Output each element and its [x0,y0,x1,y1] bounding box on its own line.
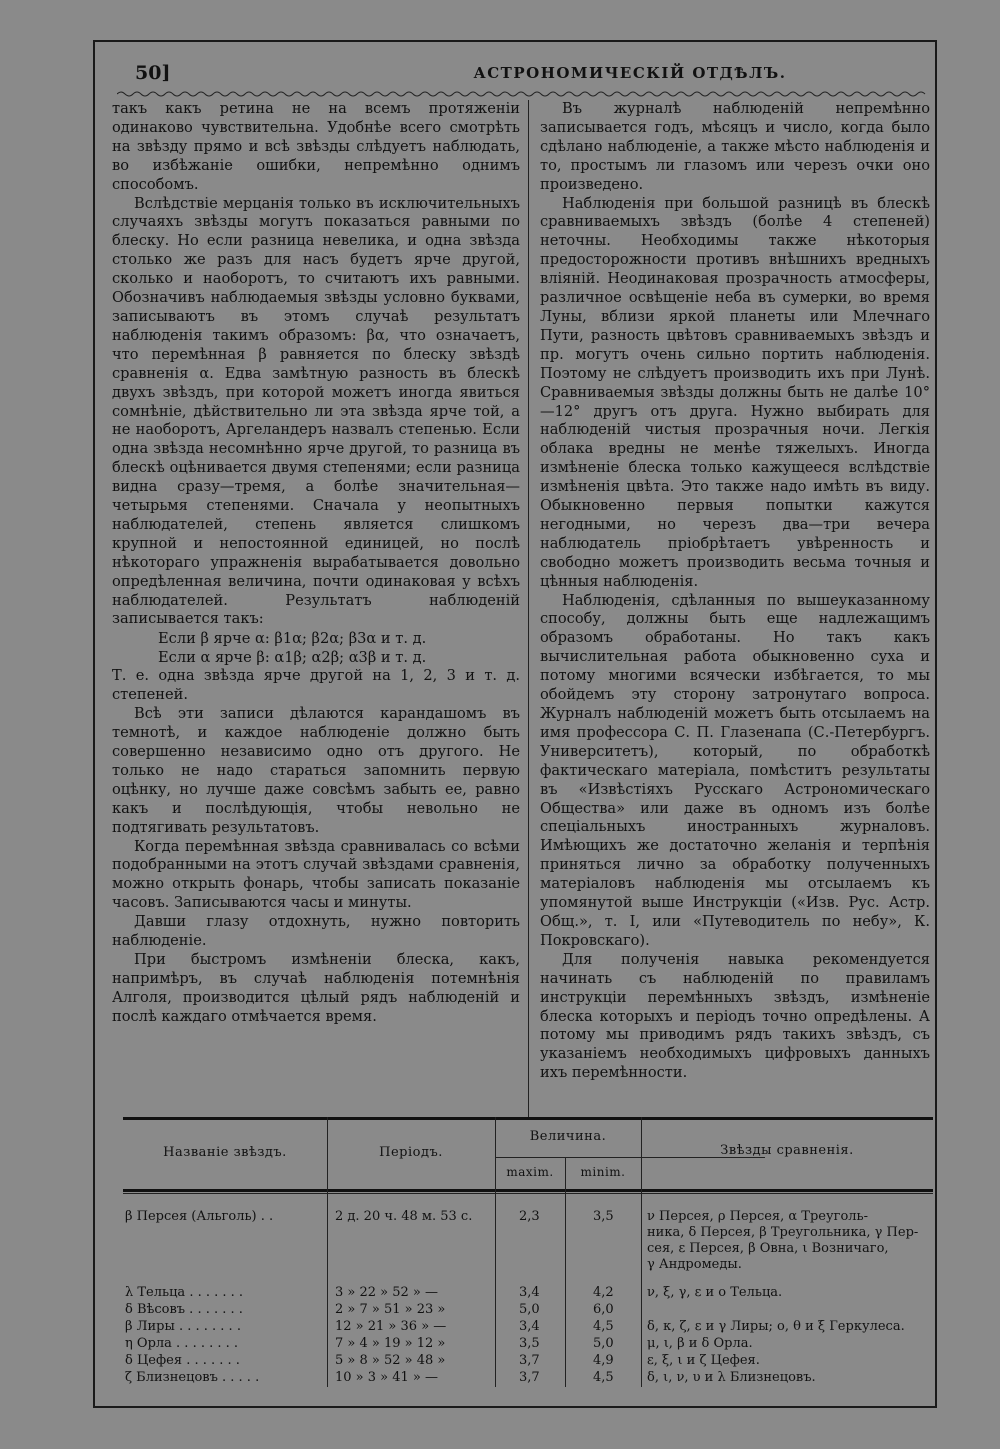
right-paragraph-3: Наблюденія, сдѣланныя по вышеуказанному способу, должны быть еще надлежащимъ образомъ обработаны. Но такъ какъ вычислительная работа обыкновенно суха и потому многими всячески избѣгается, то мы обойдемъ эту сторону затронутаго вопроса. Журналъ наблюденій можетъ быть отсылаемъ на имя профессора С. П. Глазенапа (С.-Петербургъ. Университетъ), который, по обработкѣ фактическаго матеріала, помѣститъ результаты въ «Извѣстіяхъ Русскаго Астрономическаго Общества» или даже въ одномъ изъ болѣе спеціальныхъ иностранныхъ журналовъ. Имѣющихъ же достаточно желанія и терпѣнія приняться лично за обработку полученныхъ матеріаловъ наблюденія мы отсылаемъ къ упомянутой выше Инструкціи («Изв. Рус. Астр. Общ.», т. I, или «Путеводитель по небу», К. Покровскаго). [540,591,930,949]
row-period: 2 д. 20 ч. 48 м. 53 с. [335,1209,473,1224]
row-min: 6,0 [593,1302,614,1317]
row-period: 3 » 22 » 52 » — [335,1285,439,1300]
row-min: 4,5 [593,1319,614,1334]
left-paragraph-6: Давши глазу отдохнуть, нужно повторить наблюденіе. [112,913,520,950]
row-max: 3,4 [519,1285,540,1300]
row-period: 2 » 7 » 51 » 23 » [335,1302,446,1317]
row-star-name: δ Цефея . . . . . . . [125,1353,240,1368]
column-divider [528,100,529,1120]
table-row [123,1370,933,1387]
table-top-rule [123,1117,933,1120]
row-min: 4,2 [593,1285,614,1300]
variable-stars-table [123,1117,933,1399]
table-header-rule [123,1189,933,1192]
row-star-name: β Персея (Альголь) . . [125,1209,274,1224]
left-paragraph-3: Т. е. одна звѣзда ярче другой на 1, 2, 3 и т. д. степеней. [112,667,520,704]
row-comparison: ε, ξ, ι и ζ Цефея. [647,1353,760,1368]
formula-line-1: Если β ярче α: β1α; β2α; β3α и т. д. [158,630,427,648]
row-max: 3,7 [519,1353,540,1368]
table-row [123,1336,933,1353]
table-header-rule-2 [123,1193,933,1194]
page-number: 50] [135,62,171,84]
row-min: 4,5 [593,1370,614,1385]
row-max: 3,5 [519,1336,540,1351]
table-row [123,1209,933,1277]
header-wavy-rule [117,90,929,98]
running-title: АСТРОНОМИЧЕСКІЙ ОТДѢЛЪ. [473,64,787,82]
row-comparison-line-2: ника, δ Персея, β Треугольника, γ Пер- [647,1225,919,1240]
left-paragraph-2: Вслѣдствіе мерцанія только въ исключительныхъ случаяхъ звѣзды могутъ показаться равными по блеску. Но если разница невелика, и одна звѣзда столько же разъ для насъ будетъ ярче другой, сколько и наоборотъ, то считаютъ ихъ равными. Обозначивъ наблюдаемыя звѣзды условно буквами, записываютъ въ этомъ случаѣ результатъ наблюденія такимъ образомъ: βα, что означаетъ, что перемѣнная β равняется по блеску звѣздѣ сравненія α. Едва замѣтную разность въ блескѣ двухъ звѣздъ, при которой можетъ иногда явиться сомнѣніе, дѣйствительно ли эта звѣзда ярче той, а не наоборотъ, Аргеландеръ назвалъ степенью. Если одна звѣзда несомнѣнно ярче другой, то разница въ блескѣ оцѣнивается двумя степенями; если разница видна сразу—тремя, а болѣе значительная—четырьмя степенями. Сначала у неопытныхъ наблюдателей, степень является слишкомъ крупной и непостоянной единицей, но послѣ нѣкотораго упражненія вырабатывается довольно опредѣленная величина, почти одинаковая у всѣхъ наблюдателей. Результатъ наблюденій записывается такъ: [112,194,520,628]
formula-block [112,629,520,667]
row-comparison-line-3: сея, ε Персея, β Овна, ι Возничаго, [647,1241,889,1256]
row-star-name: δ Вѣсовъ . . . . . . . [125,1302,243,1317]
row-period: 5 » 8 » 52 » 48 » [335,1353,446,1368]
page-header [135,60,925,90]
row-period: 7 » 4 » 19 » 12 » [335,1336,446,1351]
row-max: 3,4 [519,1319,540,1334]
left-paragraph-5: Когда перемѣнная звѣзда сравнивалась со всѣми подобранными на этотъ случай звѣздами сравненія, можно открыть фонарь, чтобы записать показаніе часовъ. Записываются часы и минуты. [112,837,520,912]
row-comparison: ν, ξ, γ, ε и ο Тельца. [647,1285,783,1300]
table-row [123,1302,933,1319]
row-max: 3,7 [519,1370,540,1385]
row-min: 5,0 [593,1336,614,1351]
table-row [123,1319,933,1336]
header-max: maxim. [506,1165,554,1179]
row-star-name: λ Тельца . . . . . . . [125,1285,244,1300]
table-row [123,1353,933,1370]
left-paragraph-7: При быстромъ измѣненіи блеска, какъ, напримѣръ, въ случаѣ наблюденія потемнѣнія Алголя, производится цѣлый рядъ наблюденій и послѣ каждаго отмѣчается время. [112,950,520,1025]
row-period: 10 » 3 » 41 » — [335,1370,439,1385]
row-min: 4,9 [593,1353,614,1368]
row-comparison-line-1: ν Персея, ρ Персея, α Треуголь- [647,1209,869,1224]
row-comparison: δ, ι, ν, υ и λ Близнецовъ. [647,1370,816,1385]
row-max: 5,0 [519,1302,540,1317]
header-magnitude: Величина. [529,1129,607,1144]
row-star-name: β Лиры . . . . . . . . [125,1319,241,1334]
right-paragraph-4: Для полученія навыка рекомендуется начинать съ наблюденій по правиламъ инструкціи перемѣнныхъ звѣздъ, измѣненіе блеска которыхъ и періодъ точно опредѣлены. А потому мы приводимъ рядъ такихъ звѣздъ, съ указаніемъ необходимыхъ цифровыхъ данныхъ ихъ перемѣнности. [540,950,930,1082]
left-column [112,100,520,1027]
row-comparison: δ, κ, ζ, ε и γ Лиры; ο, θ и ξ Геркулеса. [647,1319,905,1334]
header-min: minim. [580,1165,626,1179]
row-star-name: ζ Близнецовъ . . . . . [125,1370,260,1385]
right-paragraph-2: Наблюденія при большой разницѣ въ блескѣ сравниваемыхъ звѣздъ (болѣе 4 степеней) неточны. Необходимы также нѣкоторыя предосторожности противъ внѣшнихъ вредныхъ вліяній. Неодинаковая прозрачность атмосферы, различное освѣщеніе неба въ сумерки, во время Луны, вблизи яркой планеты или Млечнаго Пути, разность цвѣтовъ сравниваемыхъ звѣздъ и пр. могутъ очень сильно портить наблюденія. Поэтому не слѣдуетъ производить ихъ при Лунѣ. Сравниваемыя звѣзды должны быть не далѣе 10°—12° другъ отъ друга. Нужно выбирать для наблюденій чистыя прозрачныя ночи. Легкія облака вредны не менѣе тяжелыхъ. Иногда измѣненіе блеска только кажущееся вслѣдствіе измѣненія цвѣта. Это также надо имѣть въ виду. Обыкновенно первыя попытки кажутся негодными, но черезъ два—три вечера наблюдатель пріобрѣтаетъ увѣренность и свободно можетъ производить весьма точныя и цѣнныя наблюденія. [540,194,930,590]
formula-line-2: Если α ярче β: α1β; α2β; α3β и т. д. [158,649,427,667]
row-star-name: η Орла . . . . . . . . [125,1336,239,1351]
row-comparison: μ, ι, β и δ Орла. [647,1336,753,1351]
header-period: Періодъ. [379,1145,443,1160]
book-page [93,40,937,1408]
right-column [540,100,930,1083]
row-max: 2,3 [519,1209,540,1224]
left-paragraph-4: Всѣ эти записи дѣлаются карандашомъ въ темнотѣ, и каждое наблюденіе должно быть совершенно независимо одно отъ другого. Не только не надо стараться запомнить первую оцѣнку, но лучше даже совсѣмъ забыть ее, равно какъ и послѣдующія, чтобы невольно не подтягивать результатовъ. [112,705,520,836]
left-paragraph-1: такъ какъ ретина не на всемъ протяженіи одинаково чувствительна. Удобнѣе всего смотрѣть на звѣзду прямо и всѣ звѣзды слѣдуетъ наблюдать, во избѣжаніе ошибки, непремѣнно однимъ способомъ. [112,100,520,193]
row-period: 12 » 21 » 36 » — [335,1319,447,1334]
header-comparison: Звѣзды сравненія. [720,1143,854,1158]
right-paragraph-1: Въ журналѣ наблюденій непремѣнно записывается годъ, мѣсяцъ и число, когда было сдѣлано наблюденіе, а также мѣсто наблюденія и то, простымъ ли глазомъ или черезъ очки оно произведено. [540,100,930,193]
table-row [123,1285,933,1302]
row-comparison-line-4: γ Андромеды. [647,1257,742,1272]
row-min: 3,5 [593,1209,614,1224]
header-star-name: Названіе звѣздъ. [163,1145,287,1160]
